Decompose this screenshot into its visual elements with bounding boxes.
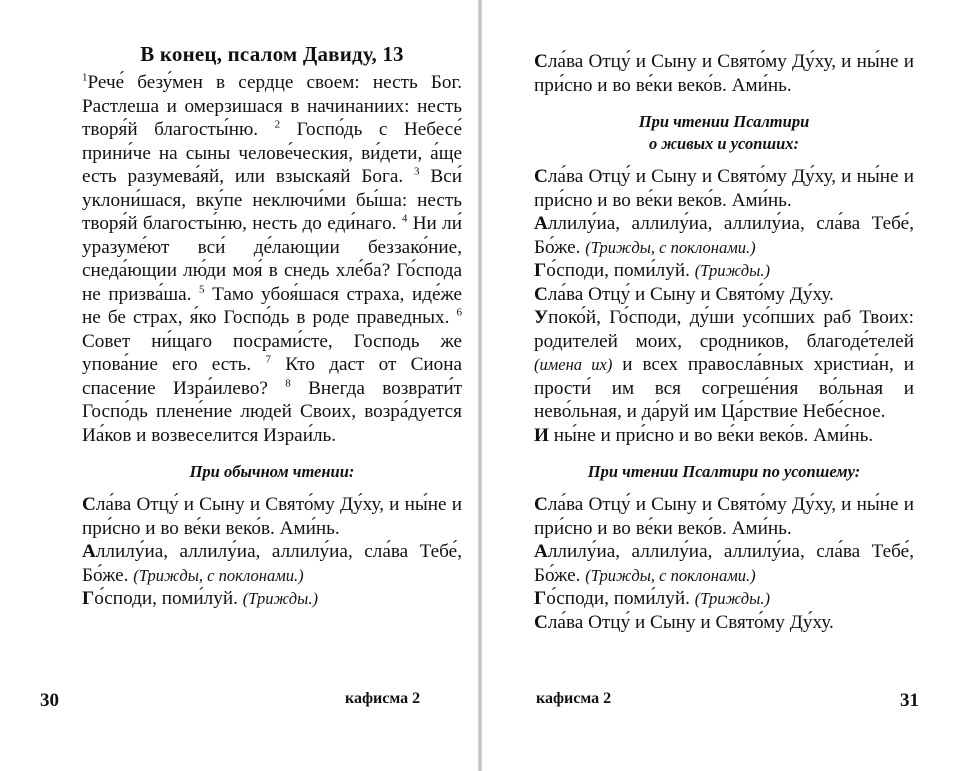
instruction: (Трижды, с поклонами.) — [133, 565, 304, 585]
glory-prayer: Сла́ва Отцу́ и Сыну и Свято́му Ду́ху, и ны́не и при́сно и во ве́ки веко́в. Ами́нь. — [534, 166, 914, 211]
right-text-column — [534, 50, 914, 634]
verse-text: Внегда возврати́т Госпо́дь плене́ние людей Своих, возра́дуется Иа́ков и возвеселится Израи́ль. — [82, 377, 463, 446]
glory-prayer: Сла́ва Отцу́ и Сыну и Свято́му Ду́ху, и ны́не и при́сно и во ве́ки веко́в. Ами́нь. — [534, 494, 914, 539]
instruction: (Трижды.) — [242, 589, 318, 608]
verse-text: Госпо́дь с Небесе́ прини́че на сыны челове́ческия, ви́дети, а́ще есть разумева́яй, или взыскаяй Бога. — [82, 119, 463, 187]
instruction: (Трижды, с поклонами.) — [585, 237, 756, 257]
verse-number: 3 — [414, 165, 420, 178]
verse-number: 7 — [265, 353, 271, 366]
instruction: (Трижды.) — [694, 589, 770, 608]
instruction: (Трижды.) — [694, 261, 770, 280]
verse-text: Совет ни́щаго посрами́сте, Господь же упова́ние его есть. — [82, 330, 462, 375]
alleluia-prayer: Аллилу́иа, аллилу́иа, аллилу́иа, сла́ва Тебе́, Бо́же. (Трижды, с поклонами.) — [82, 541, 462, 586]
glory-prayer: Сла́ва Отцу́ и Сыну и Свято́му Ду́ху, и ны́не и при́сно и во ве́ки веко́в. Ами́нь. — [82, 494, 462, 539]
psalm-text — [82, 71, 462, 447]
page-number: 31 — [900, 690, 919, 711]
prayers-for-departed — [534, 493, 914, 634]
running-title: кафисма 2 — [536, 690, 612, 707]
rubric-ordinary-reading: При обычном чтении: — [189, 462, 355, 481]
left-page — [0, 0, 478, 771]
lord-have-mercy-prayer: Го́споди, поми́луй. (Трижды.) — [82, 588, 318, 609]
verse-text: Тамо убоя́шася страха, иде́же не бе страх, я́ко Госпо́дь в роде праведных. — [82, 283, 463, 328]
lord-have-mercy-prayer: Го́споди, поми́луй. (Трижды.) — [534, 588, 770, 609]
continued-prayer: Сла́ва Отцу́ и Сыну и Свято́му Ду́ху, и ны́не и при́сно и во ве́ки веко́в. Ами́нь. — [534, 51, 914, 96]
alleluia-prayer: Аллилу́иа, аллилу́иа, аллилу́иа, сла́ва Тебе́, Бо́же. (Трижды, с поклонами.) — [534, 213, 914, 258]
verse-number: 2 — [274, 118, 281, 131]
instruction: (Трижды, с поклонами.) — [585, 565, 756, 585]
verse-text: Вси́ уклони́шася, вку́пе неключи́ми бы́ша: несть творя́й благосты́ню, несть до еди́нагo. — [82, 166, 462, 234]
left-text-column — [82, 42, 462, 611]
glory-prayer-short: Сла́ва Отцу́ и Сыну и Свято́му Ду́ху. — [534, 611, 834, 633]
verse-text: Кто даст от Сиона спасение Изра́илево? — [82, 354, 463, 399]
now-and-ever-prayer: И ны́не и при́сно и во ве́ки веко́в. Ами́нь. — [534, 424, 874, 446]
verse-text: Рече́ безу́мен в сердце своем: несть Бог. Растлеша и омерзишася в начинаниих: несть творя́й благосты́ню. — [82, 72, 462, 140]
rubric-for-departed: При чтении Псалтири по усопшему: — [587, 462, 861, 481]
alleluia-prayer: Аллилу́иа, аллилу́иа, аллилу́иа, сла́ва Тебе́, Бо́же. (Трижды, с поклонами.) — [534, 541, 914, 586]
verse-number: 5 — [199, 283, 205, 296]
repose-prayer: Упоко́й, Го́споди, ду́ши усо́пших раб Твоих: родителей моих, сродников, благоде́телей (имена их) и всех правосла́вных христиа́н, и прости́ им вся согреше́ния во́льная и нево́льная, и да́руй им Ца́рствие Небе́сное. — [534, 307, 914, 422]
verse-number: 1 — [82, 71, 88, 84]
running-title: кафисма 2 — [345, 690, 421, 707]
lord-have-mercy-prayer: Го́споди, поми́луй. (Трижды.) — [534, 260, 770, 281]
page-number: 30 — [40, 690, 59, 711]
rubric-living-and-departed: При чтении Псалтири о живых и усопших: — [638, 112, 810, 153]
glory-prayer-short: Сла́ва Отцу́ и Сыну и Свято́му Ду́ху. — [534, 283, 834, 305]
verse-text: Ни ли́ уразуме́ют вси́ де́лающии беззако́ние, снеда́ющии лю́ди моя́ в снедь хле́ба? Го́спода не призва́ша. — [82, 213, 462, 305]
verse-number: 4 — [401, 212, 408, 225]
instruction: (имена их) — [534, 355, 613, 374]
prayers-living-and-departed — [534, 165, 914, 447]
closing-prayers — [82, 493, 462, 611]
verse-number: 8 — [285, 377, 291, 390]
verse-number: 6 — [456, 306, 463, 319]
psalm-heading: В конец, псалом Давиду, 13 — [140, 42, 404, 66]
right-page — [482, 0, 960, 771]
